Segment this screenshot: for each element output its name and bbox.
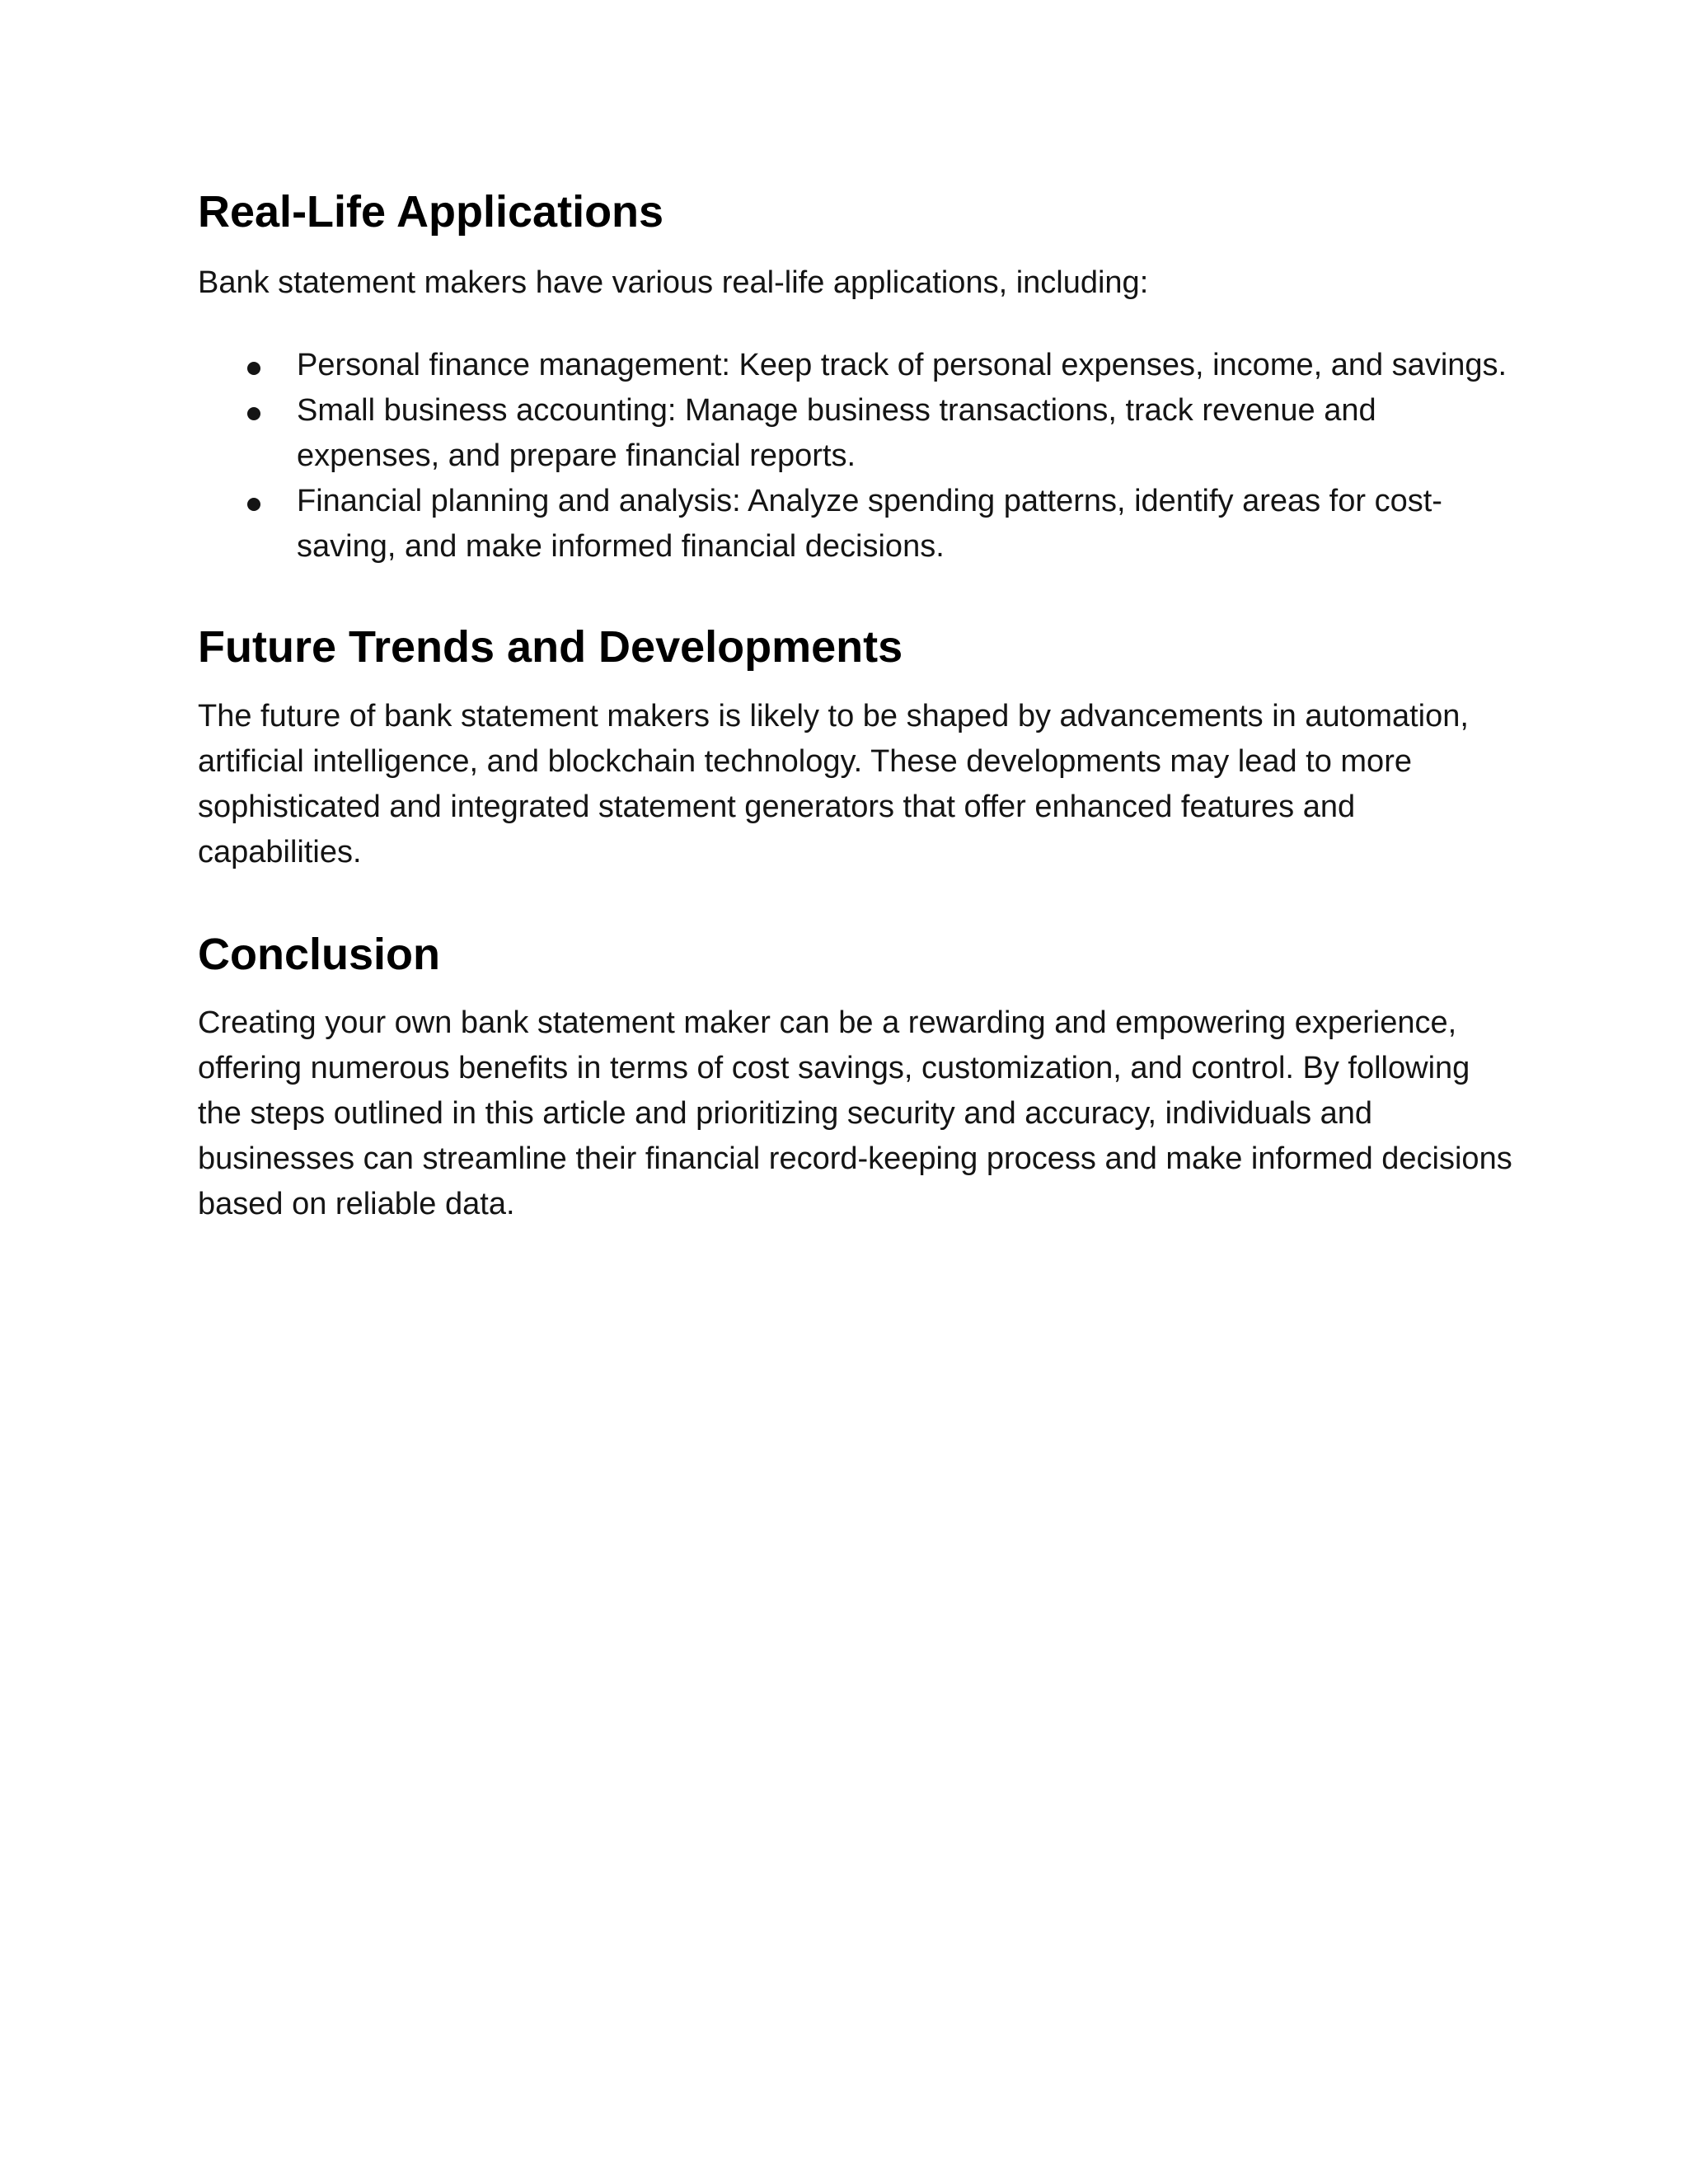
list-item-text: Financial planning and analysis: Analyze spending patterns, identify areas for cost-saving, and make informed financial decisions. — [297, 483, 1442, 564]
applications-intro: Bank statement makers have various real-life applications, including: — [198, 265, 1149, 300]
list-item — [198, 479, 1517, 569]
list-item-text: Personal finance management: Keep track of personal expenses, income, and savings. — [297, 347, 1507, 382]
list-item — [198, 343, 1517, 388]
heading-future-trends: Future Trends and Developments — [198, 621, 903, 672]
list-item — [198, 388, 1517, 479]
bullet-icon — [247, 362, 260, 375]
applications-list — [198, 343, 1517, 569]
document-page — [198, 185, 1517, 1227]
bullet-icon — [247, 407, 260, 420]
bullet-icon — [247, 498, 260, 511]
heading-conclusion: Conclusion — [198, 929, 440, 979]
future-paragraph: The future of bank statement makers is likely to be shaped by advancements in automation, artificial intelligence, and blockchain technology. These developments may lead to more sophisticated and integrated statement generators that offer enhanced features and capabilities. — [198, 698, 1469, 869]
heading-real-life-applications: Real-Life Applications — [198, 187, 664, 237]
list-item-text: Small business accounting: Manage business transactions, track revenue and expenses, and prepare financial reports. — [297, 392, 1376, 473]
conclusion-paragraph: Creating your own bank statement maker can be a rewarding and empowering experience, offering numerous benefits in terms of cost savings, customization, and control. By following the steps outlined in this article and prioritizing security and accuracy, individuals and businesses can streamline their financial record-keeping process and make informed decisions based on reliable data. — [198, 1005, 1512, 1222]
